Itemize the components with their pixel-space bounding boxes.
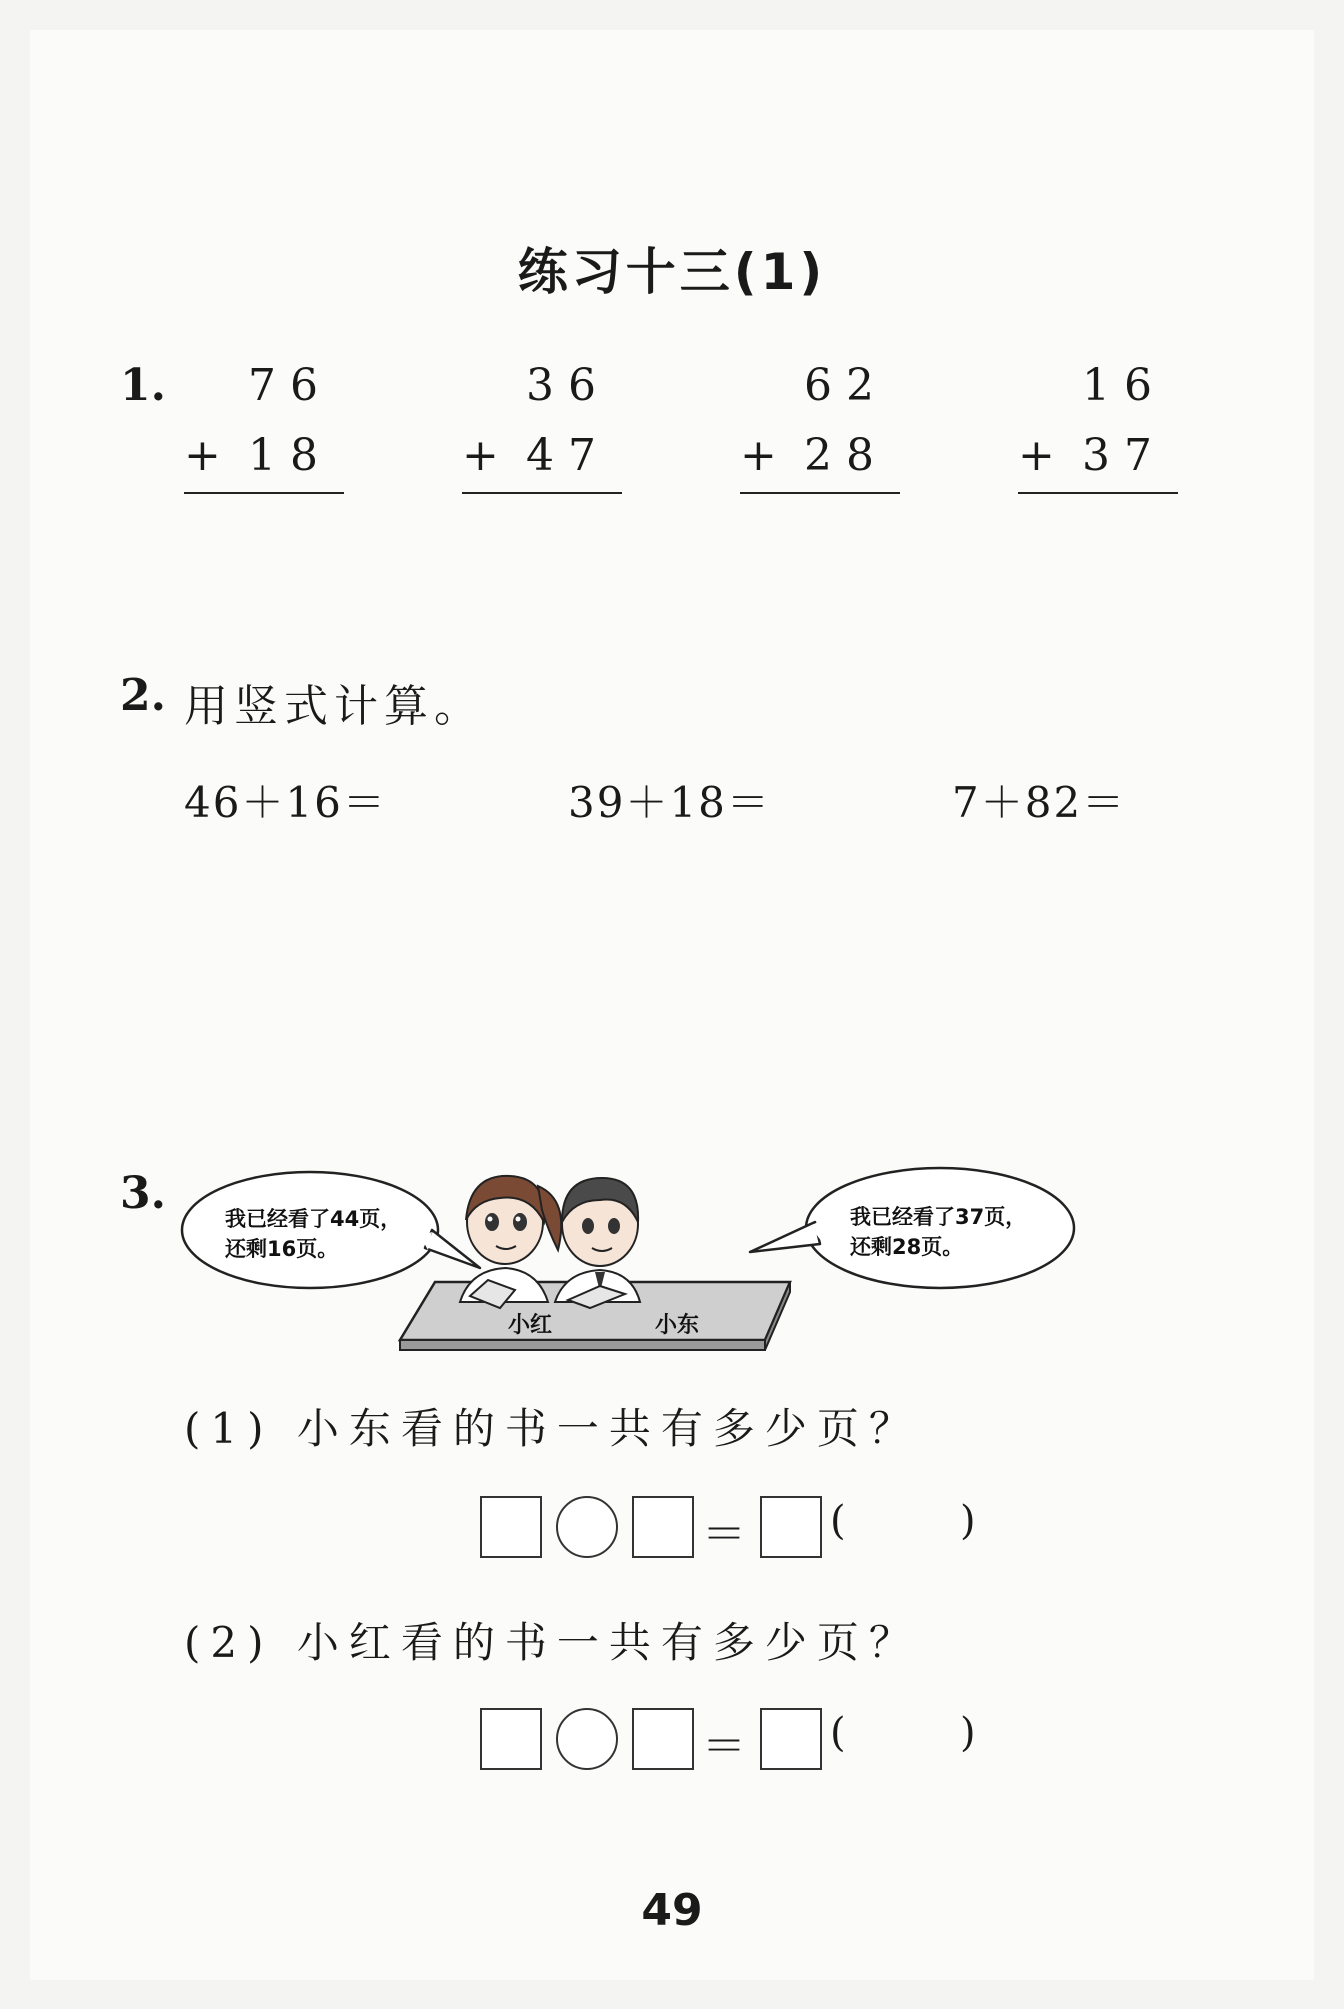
- answer-box[interactable]: [480, 1708, 542, 1770]
- boy-name-label: 小东: [655, 1313, 700, 1338]
- paren-close: ): [960, 1498, 976, 1544]
- operator-circle[interactable]: [556, 1708, 618, 1770]
- page-title: 练习十三(1): [517, 243, 827, 301]
- plus-sign: +: [740, 430, 777, 481]
- left-bubble-line2: 还剩16页。: [225, 1237, 339, 1261]
- left-bubble-line1: 我已经看了44页，: [225, 1207, 402, 1231]
- right-speech-bubble: [750, 1168, 1074, 1288]
- page-background: [30, 30, 1314, 1980]
- equals-sign: ＝: [702, 1721, 746, 1772]
- sum-line: [740, 492, 900, 494]
- left-speech-bubble: [182, 1172, 480, 1288]
- problem-1-top: 76: [248, 360, 332, 411]
- expression-2: 39＋18＝: [568, 778, 771, 827]
- girl-name-label: 小红: [508, 1313, 553, 1338]
- operator-circle[interactable]: [556, 1496, 618, 1558]
- q1-number: 1.: [120, 360, 166, 411]
- right-bubble-line2: 还剩28页。: [850, 1235, 964, 1259]
- paren-open: (: [830, 1710, 846, 1756]
- paren-open: (: [830, 1498, 846, 1544]
- equation-row-2: [480, 1708, 1000, 1778]
- right-bubble-line1: 我已经看了37页，: [850, 1205, 1027, 1229]
- q3-subquestion-1: (1) 小东看的书一共有多少页？: [184, 1404, 921, 1453]
- answer-box[interactable]: [480, 1496, 542, 1558]
- problem-2-bottom: 47: [526, 430, 610, 481]
- reading-children-illustration: [170, 1160, 1110, 1360]
- q3-subquestion-2: (2) 小红看的书一共有多少页？: [184, 1618, 921, 1667]
- answer-box[interactable]: [632, 1708, 694, 1770]
- plus-sign: +: [1018, 430, 1055, 481]
- problem-1-bottom: 18: [248, 430, 332, 481]
- plus-sign: +: [462, 430, 499, 481]
- answer-box[interactable]: [632, 1496, 694, 1558]
- page-number: 49: [641, 1885, 703, 1936]
- q2-instruction: 用竖式计算。: [184, 681, 484, 732]
- q3-number: 3.: [120, 1168, 166, 1219]
- paren-close: ): [960, 1710, 976, 1756]
- sum-line: [184, 492, 344, 494]
- problem-4-bottom: 37: [1082, 430, 1166, 481]
- problem-4-top: 16: [1082, 360, 1166, 411]
- answer-box[interactable]: [760, 1708, 822, 1770]
- equals-sign: ＝: [702, 1509, 746, 1560]
- sum-line: [1018, 492, 1178, 494]
- problem-3-top: 62: [804, 360, 888, 411]
- q2-number: 2.: [120, 670, 166, 721]
- sum-line: [462, 492, 622, 494]
- plus-sign: +: [184, 430, 221, 481]
- problem-3-bottom: 28: [804, 430, 888, 481]
- expression-1: 46＋16＝: [184, 778, 387, 827]
- boy-icon: [555, 1178, 640, 1308]
- answer-box[interactable]: [760, 1496, 822, 1558]
- problem-2-top: 36: [526, 360, 610, 411]
- equation-row-1: [480, 1496, 1000, 1566]
- expression-3: 7＋82＝: [952, 778, 1127, 827]
